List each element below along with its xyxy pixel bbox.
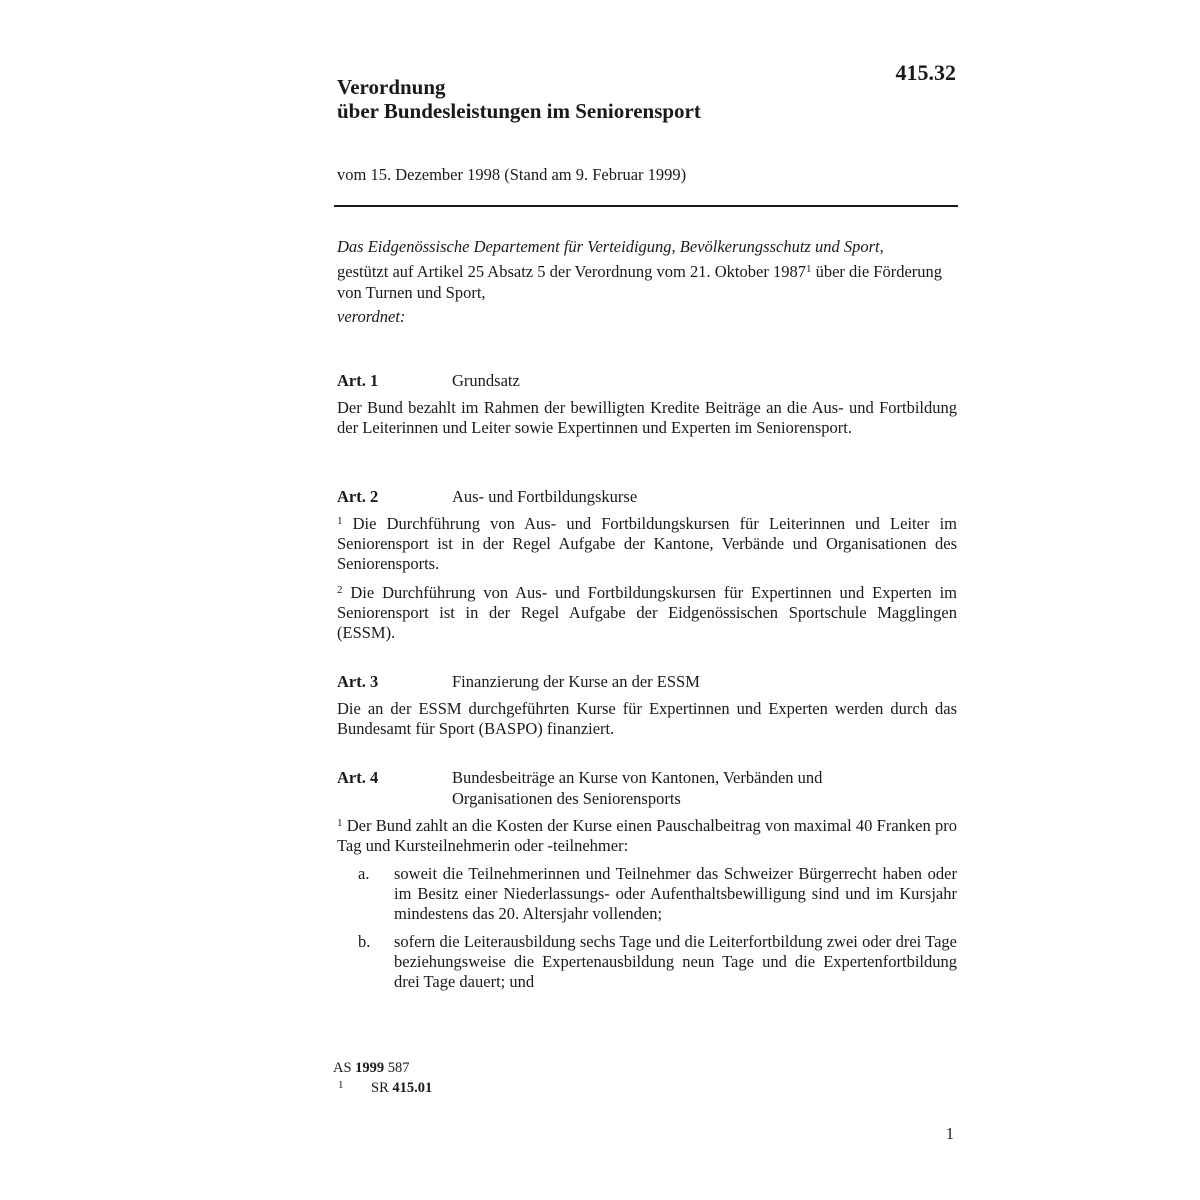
preamble-basis-text-2: über die Förderung von Turnen und Sport, [337,262,943,302]
sr-number: 415.32 [895,60,956,85]
article-1-title: Grundsatz [452,371,520,390]
list-item [337,864,957,924]
paragraph-mark: 1 [337,515,343,527]
article-3-number: Art. 3 [337,672,379,691]
paragraph-mark: 1 [337,817,343,829]
article-2-number: Art. 2 [337,487,379,506]
footnotes [333,1058,432,1098]
article-1-heading [337,370,957,391]
source-page: 587 [384,1060,410,1076]
list-item-mark: a. [358,864,370,883]
article-1-paragraph [337,398,957,438]
list-item-mark: b. [358,932,371,951]
page-number: 1 [945,1124,954,1143]
article-3-paragraph [337,699,957,739]
article-2-heading [337,486,957,507]
source-prefix: AS [333,1060,356,1076]
article-4-heading [337,767,957,809]
date-line: vom 15. Dezember 1998 (Stand am 9. Februar 1999) [337,165,687,184]
article-3-text: Die an der ESSM durchgeführten Kurse für Expertinnen und Experten werden durch das Bundesamt für Sport (BASPO) finanziert. [337,699,957,738]
paragraph-mark: 2 [337,584,343,596]
preamble [337,236,957,327]
article-4-item-list [337,864,957,1000]
title-line-2: über Bundesleistungen im Seniorensport [337,99,701,123]
article-1-text: Der Bund bezahlt im Rahmen der bewilligten Kredite Beiträge an die Aus- und Fortbildung der Leiterinnen und Leiter sowie Expertinnen und Experten im Seniorensport. [337,398,957,437]
article-4-paragraph-1 [337,816,957,856]
article-4-text-1: Der Bund zahlt an die Kosten der Kurse einen Pauschalbeitrag von maximal 40 Franken pro Tag und Kursteilnehmerin oder -teilnehmer: [337,816,957,855]
list-item-text: soweit die Teilnehmerinnen und Teilnehmer das Schweizer Bürgerrecht haben oder im Besitz einer Niederlassungs- oder Aufenthaltsbewilligung sind und im Kursjahr mindestens das 20. Altersjahr vollenden; [394,864,957,923]
footnote-ref-1: 1 [805,263,812,275]
header-divider [334,205,958,207]
article-2-paragraph-2 [337,583,957,643]
footnote-1-text [371,1080,432,1096]
footnote-1-prefix: SR [371,1080,393,1096]
article-4-title-line-1: Bundesbeiträge an Kurse von Kantonen, Verbänden und [452,768,823,787]
footnote-1-mark: 1 [338,1079,344,1091]
article-1-number: Art. 1 [337,371,379,390]
article-4-number: Art. 4 [337,768,379,787]
footnote-1 [333,1078,432,1098]
article-4-title-line-2: Organisationen des Seniorensports [452,789,681,808]
article-2-text-2: Die Durchführung von Aus- und Fortbildungskursen für Expertinnen und Experten im Seniorensport ist in der Regel Aufgabe der Eidgenössischen Sportschule Magglingen (ESSM). [337,583,957,642]
list-item-text: sofern die Leiterausbildung sechs Tage und die Leiterfortbildung zwei oder drei Tage beziehungsweise die Expertenausbildung neun Tage und die Expertenfortbildung drei Tage dauert; und [394,932,957,991]
footnote-1-ref: 415.01 [392,1080,433,1096]
list-item [337,932,957,992]
document-title [337,75,897,123]
source-reference [333,1058,432,1078]
preamble-decree: verordnet: [337,307,406,326]
article-2-paragraph-1 [337,514,957,574]
preamble-basis-text: gestützt auf Artikel 25 Absatz 5 der Verordnung vom 21. Oktober 1987 [337,262,806,281]
article-4-title [452,767,892,809]
article-2-text-1: Die Durchführung von Aus- und Fortbildungskursen für Leiterinnen und Leiter im Seniorensport ist in der Regel Aufgabe der Kantone, Verbände und Organisationen des Seniorensports. [337,514,957,573]
article-3-title: Finanzierung der Kurse an der ESSM [452,672,700,691]
article-3-heading [337,671,957,692]
preamble-basis [337,261,957,303]
article-2-title: Aus- und Fortbildungskurse [452,487,638,506]
source-year: 1999 [355,1060,385,1076]
preamble-authority: Das Eidgenössische Departement für Verteidigung, Bevölkerungsschutz und Sport, [337,237,884,256]
title-line-1: Verordnung [337,75,446,99]
